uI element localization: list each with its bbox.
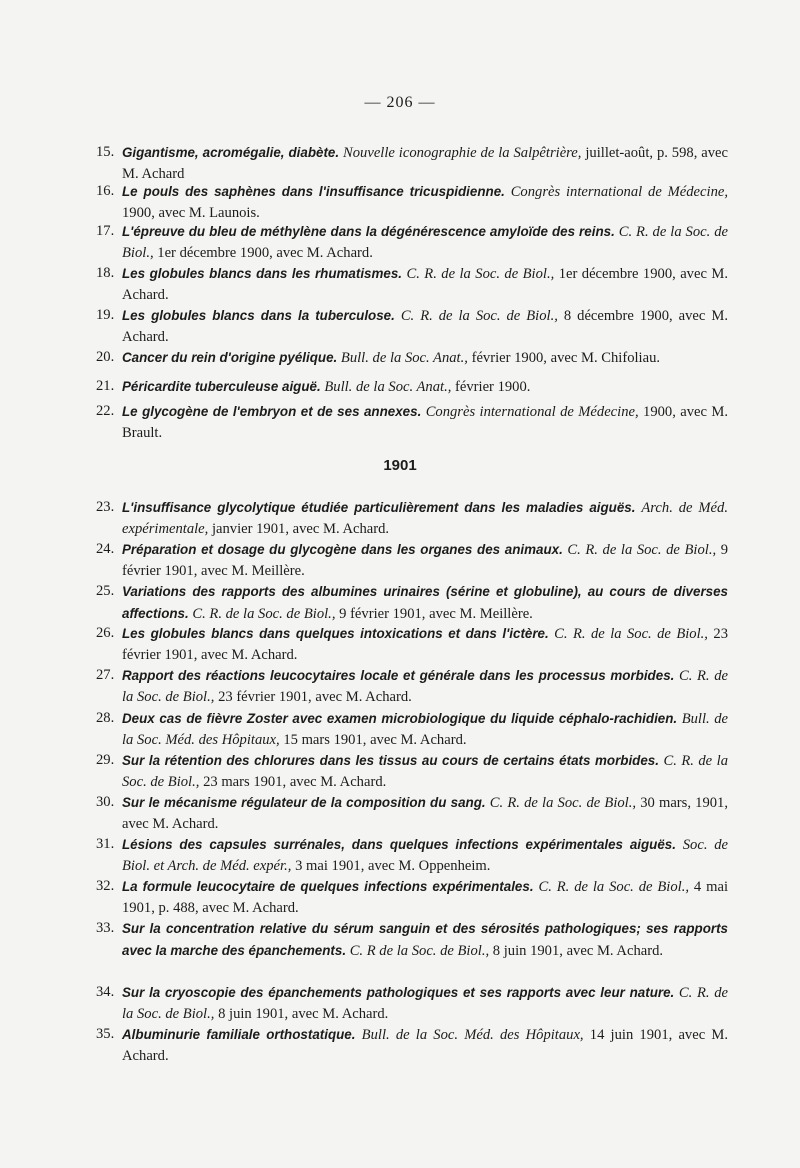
entry-title: Cancer du rein d'origine pyélique. [122,350,338,365]
entry-number: 35. [96,1026,115,1042]
entry-number: 17. [96,223,115,239]
entry-number: 24. [96,541,115,557]
entry-details: 30 mars, 1901, avec M. Achard. [122,795,728,832]
entry-details: 9 février 1901, avec M. Meillère. [339,606,533,622]
entry-details: 1er décembre 1900, avec M. Achard. [122,266,728,303]
entry-title: Péricardite tuberculeuse aiguë. [122,379,321,394]
bibliography-entry [96,181,728,224]
bibliography-entry [96,750,728,793]
entry-source: Nouvelle iconographie de la Salpêtrière, [343,145,582,161]
entry-title: Préparation et dosage du glycogène dans les organes des animaux. [122,542,563,557]
entry-title: Sur la rétention des chlorures dans les tissus au cours de certains états morbides. [122,753,659,768]
entry-title: Variations des rapports des albumines urinaires (sérine et globuline), au cours de diverses affections. [122,584,728,621]
entry-source: Congrès international de Médecine, [425,404,639,420]
entry-source: Arch. de Méd. expérimentale, [122,500,728,537]
bibliography-entry [96,305,728,348]
year-heading: 1901 [383,457,417,474]
bibliography-entry [96,982,728,1025]
entry-details: 8 juin 1901, avec M. Achard. [492,943,664,959]
entry-number: 21. [96,378,115,394]
entry-details: 23 février 1901, avec M. Achard. [218,689,412,705]
entry-number: 31. [96,836,115,852]
entry-title: Rapport des réactions leucocytaires locale et générale dans les processus morbides. [122,668,675,683]
entry-title: Le glycogène de l'embryon et de ses annexes. [122,404,422,419]
entry-details: 1900, avec M. Brault. [122,404,728,441]
entry-title: Le pouls des saphènes dans l'insuffisance tricuspidienne. [122,184,505,199]
entry-number: 19. [96,307,115,323]
bibliography-entry [96,876,728,919]
bibliography-entry [96,1024,728,1067]
entry-title: Deux cas de fièvre Zoster avec examen microbiologique du liquide céphalo-rachidien. [122,711,678,726]
bibliography-entry [96,918,728,962]
entry-number: 33. [96,920,115,936]
entry-details: 8 décembre 1900, avec M. Achard. [122,308,728,345]
entry-number: 30. [96,794,115,810]
entry-details: février 1900, avec M. Chifoliau. [471,350,661,366]
bibliography-entry [96,792,728,835]
entry-source: C. R. de la Soc. de Biol., [122,668,728,705]
entry-number: 26. [96,625,115,641]
bibliography-entry [96,708,728,751]
entry-source: C. R. de la Soc. de Biol., [122,224,728,261]
entry-title: Les globules blancs dans quelques intoxications et dans l'ictère. [122,626,549,641]
entry-source: Congrès international de Médecine, [510,184,728,200]
entry-number: 32. [96,878,115,894]
entry-details: 4 mai 1901, p. 488, avec M. Achard. [122,879,728,916]
entry-source: C. R. de la Soc. de Biol., [406,266,555,282]
entry-number: 18. [96,265,115,281]
bibliography-entry [96,376,728,398]
entry-number: 20. [96,349,115,365]
entry-details: juillet-août, p. 598, avec M. Achard [122,145,728,182]
entry-source: Bull. de la Soc. Anat., [324,379,452,395]
entry-title: L'épreuve du bleu de méthylène dans la dégénérescence amyloïde des reins. [122,224,615,239]
entry-source: C. R. de la Soc. de Biol., [567,542,717,558]
entry-number: 16. [96,183,115,199]
entry-details: 1er décembre 1900, avec M. Achard. [157,245,373,261]
entry-source: C. R. de la Soc. de Biol., [122,985,728,1022]
entry-source: C. R. de la Soc. de Biol., [122,753,728,790]
entry-source: C. R de la Soc. de Biol., [349,943,490,959]
bibliography-entry [96,142,728,185]
entry-details: 23 février 1901, avec M. Achard. [122,626,728,663]
entry-number: 34. [96,984,115,1000]
entry-details: 1900, avec M. Launois. [122,205,260,221]
entry-details: 14 juin 1901, avec M. Achard. [122,1027,728,1064]
bibliography-entry [96,539,729,582]
entry-title: Les globules blancs dans la tuberculose. [122,308,395,323]
entry-number: 28. [96,710,115,726]
entry-number: 27. [96,667,115,683]
bibliography-entry [96,665,728,708]
entry-number: 15. [96,144,115,160]
bibliography-entry [96,581,728,625]
page-number: — 206 — [364,94,436,111]
entry-title: Sur la concentration relative du sérum sanguin et des sérosités pathologiques; ses rapports avec la marche des épanchements. [122,921,728,958]
entry-source: C. R. de la Soc. de Biol., [554,626,708,642]
entry-title: Sur le mécanisme régulateur de la composition du sang. [122,795,486,810]
entry-number: 25. [96,583,115,599]
entry-title: L'insuffisance glycolytique étudiée particulièrement dans les maladies aiguës. [122,500,636,515]
entry-details: 23 mars 1901, avec M. Achard. [203,774,387,790]
bibliography-entry [96,221,728,264]
entry-title: La formule leucocytaire de quelques infections expérimentales. [122,879,534,894]
entry-source: Soc. de Biol. et Arch. de Méd. expér., [122,837,728,874]
entry-title: Gigantisme, acromégalie, diabète. [122,145,340,160]
entry-number: 23. [96,499,115,515]
bibliography-entry [96,834,728,877]
entry-details: janvier 1901, avec M. Achard. [211,521,390,537]
entry-title: Lésions des capsules surrénales, dans quelques infections expérimentales aiguës. [122,837,676,852]
bibliography-entry [96,623,728,666]
entry-details: février 1900. [455,379,531,395]
bibliography-entry [96,497,728,540]
entry-source: C. R. de la Soc. de Biol., [538,879,690,895]
entry-title: Albuminurie familiale orthostatique. [122,1027,356,1042]
entry-source: C. R. de la Soc. de Biol., [192,606,336,622]
entry-details: 15 mars 1901, avec M. Achard. [283,732,467,748]
entry-number: 29. [96,752,115,768]
entry-number: 22. [96,403,115,419]
entry-source: Bull. de la Soc. Méd. des Hôpitaux, [122,711,728,748]
entry-title: Les globules blancs dans les rhumatismes. [122,266,403,281]
entry-source: Bull. de la Soc. Anat., [340,350,468,366]
entry-source: Bull. de la Soc. Méd. des Hôpitaux, [361,1027,584,1043]
entry-source: C. R. de la Soc. de Biol., [489,795,637,811]
bibliography-entry [96,347,728,369]
entry-source: C. R. de la Soc. de Biol., [400,308,558,324]
bibliography-entry [96,263,728,306]
entry-details: 9 février 1901, avec M. Meillère. [122,542,729,579]
entry-title: Sur la cryoscopie des épanchements pathologiques et ses rapports avec leur nature. [122,985,675,1000]
entry-details: 3 mai 1901, avec M. Oppenheim. [295,858,491,874]
bibliography-entry [96,401,728,444]
entry-details: 8 juin 1901, avec M. Achard. [218,1006,389,1022]
